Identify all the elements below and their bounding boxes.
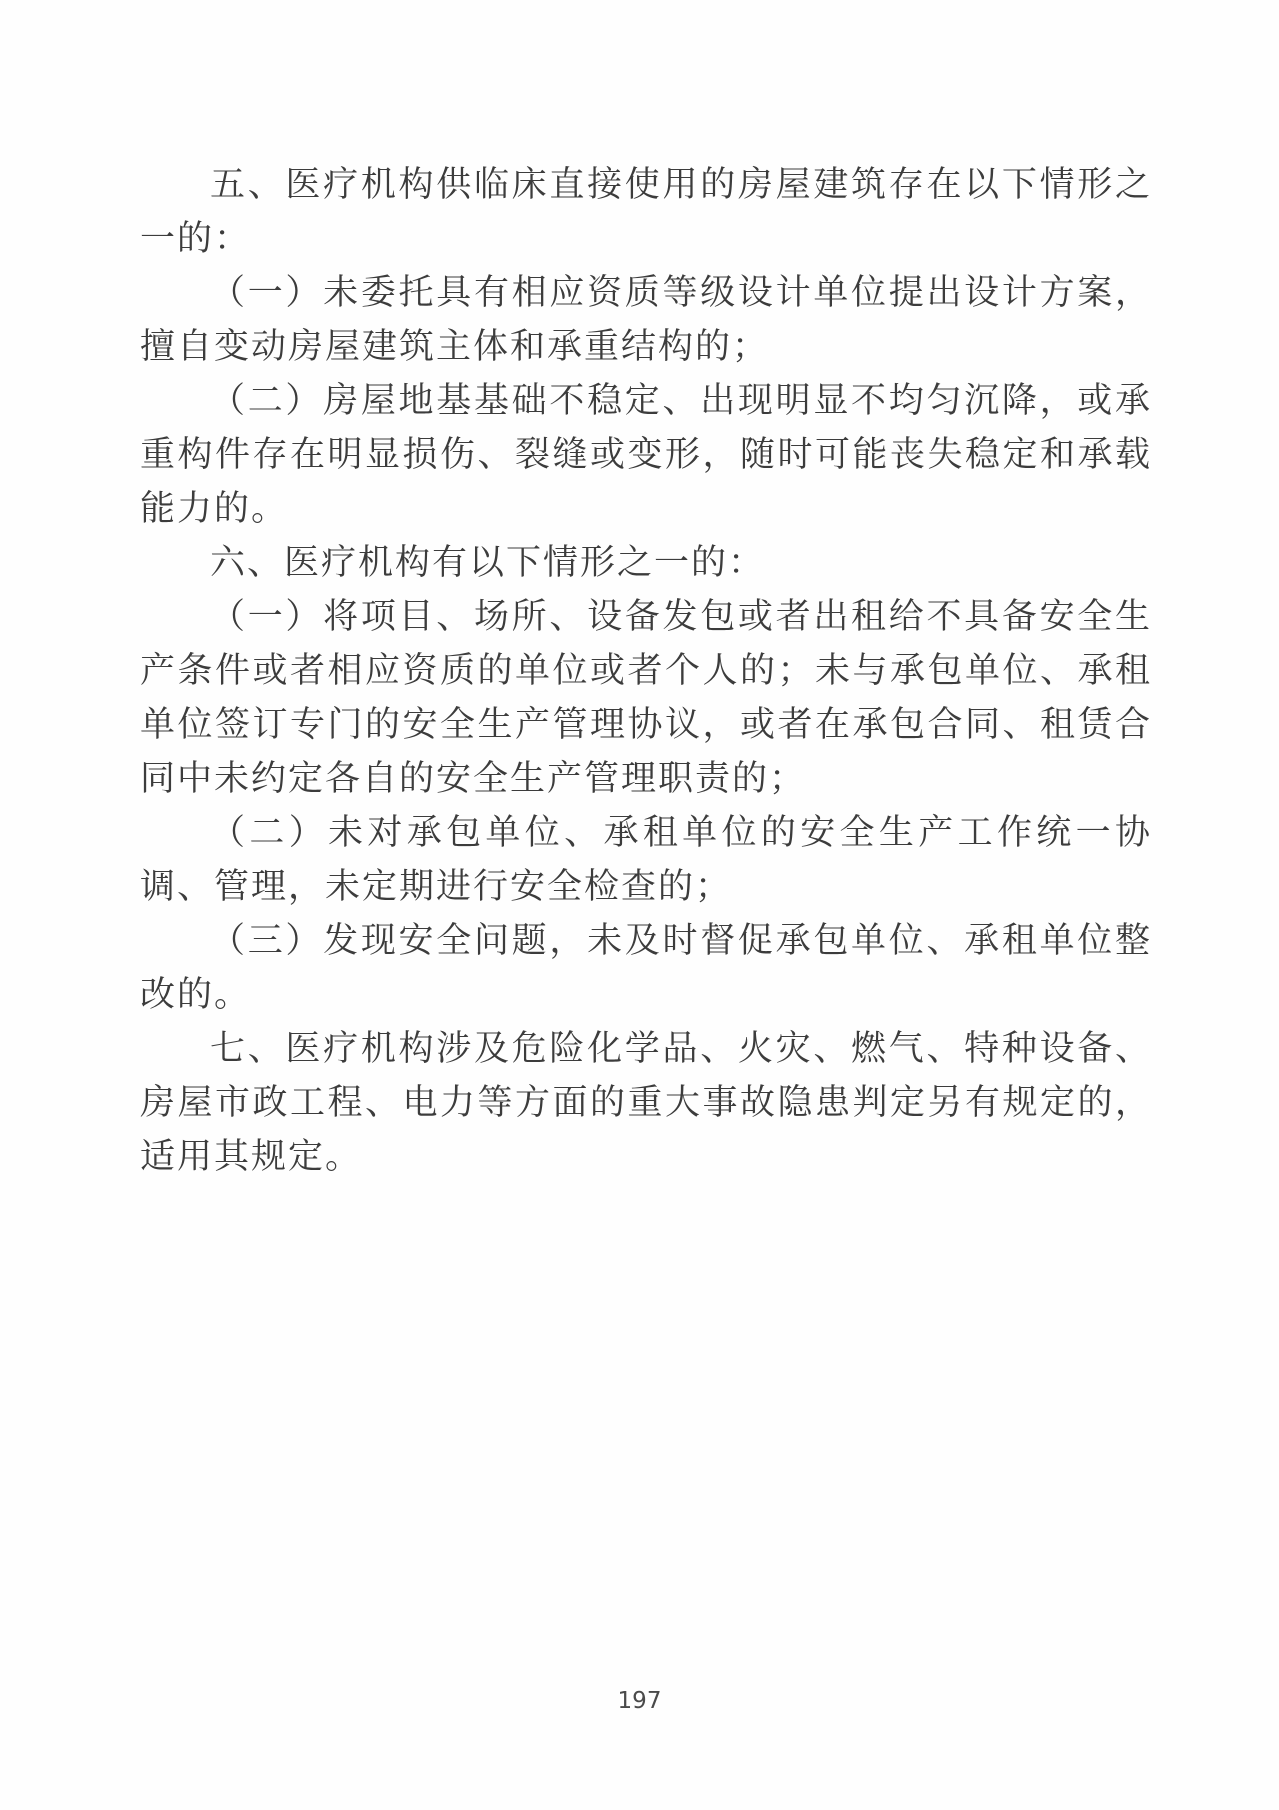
paragraph-item-5-sub-2: （二）房屋地基基础不稳定、出现明显不均匀沉降，或承重构件存在明显损伤、裂缝或变形，随时可能丧失稳定和承载能力的。 <box>140 381 1152 529</box>
paragraph-item-6-sub-2: （二）未对承包单位、承租单位的安全生产工作统一协调、管理，未定期进行安全检查的； <box>140 813 1152 907</box>
paragraph-item-7: 七、医疗机构涉及危险化学品、火灾、燃气、特种设备、房屋市政工程、电力等方面的重大事故隐患判定另有规定的，适用其规定。 <box>140 1029 1152 1177</box>
document-body <box>140 158 1152 1184</box>
paragraph-item-5-intro: 五、医疗机构供临床直接使用的房屋建筑存在以下情形之一的： <box>140 165 1152 259</box>
paragraph-item-6-intro: 六、医疗机构有以下情形之一的： <box>210 543 766 583</box>
paragraph-item-6-sub-1: （一）将项目、场所、设备发包或者出租给不具备安全生产条件或者相应资质的单位或者个人的；未与承包单位、承租单位签订专门的安全生产管理协议，或者在承包合同、租赁合同中未约定各自的安全生产管理职责的； <box>140 597 1152 799</box>
paragraph-item-6-sub-3: （三）发现安全问题，未及时督促承包单位、承租单位整改的。 <box>140 921 1152 1015</box>
page-number: 197 <box>617 1688 662 1714</box>
paragraph-item-5-sub-1: （一）未委托具有相应资质等级设计单位提出设计方案，擅自变动房屋建筑主体和承重结构的； <box>140 273 1152 367</box>
